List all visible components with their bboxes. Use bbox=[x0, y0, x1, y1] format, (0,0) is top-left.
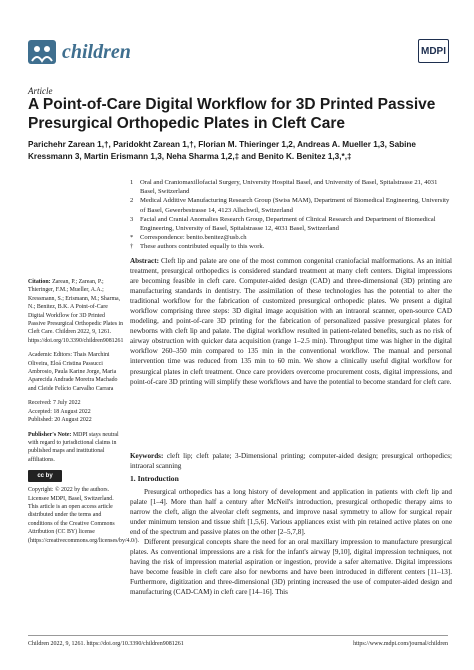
article-sidebar bbox=[28, 278, 139, 551]
affiliation-text: Facial and Cranial Anomalies Research Group, Department of Clinical Research and Department of Biomedical Engineering, University of Basel, Spitalstrasse 12, 4031 Basel, Switzerland bbox=[140, 215, 436, 233]
affiliation-number: † bbox=[130, 243, 134, 251]
correspondence-text[interactable]: Correspondence: benito.benitez@usb.ch bbox=[140, 234, 247, 242]
abstract-text: Cleft lip and palate are one of the most common congenital craniofacial malformations. As an initial treatment, presurgical orthopedics is considered standard treatment at many cleft centers. Digital impressions are becoming feasible in cleft care. Computer-aided design (CAD) and three-dimensional (3D) printing are manufacturing standards in dentistry. The assimilation of these technologies has the potential to alter the traditional workflow for the fabrication of customized presurgical orthopedic plates. We present a digital workflow comprising three steps: 3D digital image acquisition with an intraoral scanner, open-source CAD modeling, and point-of-care 3D printing for the fabrication of personalized passive presurgical plates for newborns with cleft lip and palate. The digital workflow resulted in patient-related benefits, such as no risk of airway obstruction with quicker data acquisition (range 1–2.5 min). Throughput time was higher in the digital workflow 260–350 min compared to 135 min in the conventional workflow. The manual and personal intervention time was reduced from 135 min to 60 min. We show a clinically useful digital workflow for presurgical plates in cleft treatment. Once care providers overcome procurement costs, digital impressions, and point-of-care 3D printing will simplify these workflows and have the potential to become standard for cleft care. bbox=[130, 257, 452, 386]
affiliation-item bbox=[130, 215, 452, 233]
abstract-label: Abstract: bbox=[130, 257, 159, 265]
affiliation-number: 3 bbox=[130, 215, 134, 223]
abstract bbox=[130, 256, 452, 387]
dates-block bbox=[28, 399, 124, 424]
accepted-date: Accepted: 18 August 2022 bbox=[28, 408, 91, 415]
citation-label: Citation: bbox=[28, 279, 51, 285]
keywords-label: Keywords: bbox=[130, 452, 164, 460]
affiliation-item bbox=[130, 242, 452, 251]
footer-divider bbox=[28, 635, 448, 636]
affiliation-item bbox=[130, 196, 452, 214]
author-list: Parichehr Zarean 1,†, Paridokht Zarean 1,†, Florian M. Thieringer 1,2, Andreas A. Mueller 1,3, Sabine Kressmann 3, Martin Erismann 1,3, Neha Sharma 1,2,‡ and Benito K. Benitez 1,3,*,‡ bbox=[28, 140, 416, 161]
affiliation-item bbox=[130, 178, 452, 196]
journal-name[interactable]: children bbox=[62, 41, 131, 63]
editors-text: Thais Marchini Oliveira, Eloá Cristina Passucci Ambrosio, Paula Karine Jorge, Maria Aparecida Andrade Moreira Machado and Cleide Felício Carvalho Carrara bbox=[28, 352, 118, 392]
editors-label: Academic Editors: bbox=[28, 352, 73, 359]
introduction-body bbox=[130, 487, 452, 598]
academic-editors-block bbox=[28, 351, 124, 393]
affiliation-number: 1 bbox=[130, 179, 134, 186]
publisher-note-label: Publisher's Note: bbox=[28, 431, 72, 438]
affiliation-text: Medical Additive Manufacturing Research Group (Swiss MAM), Department of Biomedical Engineering, University of Basel, Gewerbestrasse 14, 4123 Allschwil, Switzerland bbox=[140, 197, 450, 214]
journal-logo-icon bbox=[28, 40, 56, 64]
citation-block bbox=[28, 278, 124, 345]
paragraph: Presurgical orthopedics has a long history of development and application in patients with cleft lip and palate [1–4]. More than half a century after McNeil's introduction, presurgical orthopedic therapy aims to narrow the cleft, align the alveolar cleft segments, and improve nasal symmetry to allow for surgical repair under minimum tension and tissue shift [1,5,6]. Various appliances exist with pin retained active plates on one end of the spectrum and passive plates on the other [2–5,7,8]. bbox=[130, 488, 452, 537]
section-heading: 1. Introduction bbox=[130, 474, 179, 483]
affiliation-text: Oral and Craniomaxillofacial Surgery, University Hospital Basel, and University of Basel, Spitalstrasse 21, 4031 Basel, Switzerland bbox=[140, 179, 438, 196]
keywords bbox=[130, 451, 452, 471]
keywords-text: cleft lip; cleft palate; 3-Dimensional printing; computer-aided design; presurgical orthopedics; intraoral scanning bbox=[130, 452, 452, 471]
publisher-logo[interactable]: MDPI bbox=[418, 39, 449, 63]
affiliations bbox=[130, 178, 452, 252]
publisher-note-block bbox=[28, 431, 124, 465]
footer-citation[interactable]: Children 2022, 9, 1261. https://doi.org/10.3390/children9081261 bbox=[28, 641, 184, 647]
cc-by-license-icon[interactable]: cc by bbox=[28, 470, 62, 482]
article-type: Article bbox=[28, 86, 53, 96]
affiliation-number: 2 bbox=[130, 197, 134, 205]
affiliation-number: * bbox=[130, 234, 134, 242]
footer-journal-link[interactable]: https://www.mdpi.com/journal/children bbox=[353, 641, 448, 647]
equal-contribution-note: These authors contributed equally to this work. bbox=[140, 243, 265, 251]
citation-text[interactable]: Zarean, P.; Zarean, P.; Thieringer, F.M.; Mueller, A.A.; Kressmann, S.; Erismann, M.; Sharma, N.; Benitez, B.K. A Point-of-Care Digital Workflow for 3D Printed Passive Presurgical Orthopedic Plates in Cleft Care. Children 2022, 9, 1261. https://doi.org/10.3390/children9081261 bbox=[28, 279, 124, 344]
publisher-note-text: MDPI stays neutral with regard to jurisdictional claims in published maps and institutional affiliations. bbox=[28, 431, 119, 463]
affiliation-item bbox=[130, 233, 452, 242]
published-date: Published: 20 August 2022 bbox=[28, 417, 92, 424]
received-date: Received: 7 July 2022 bbox=[28, 400, 81, 407]
copyright-text: Copyright: © 2022 by the authors. Licensee MDPI, Basel, Switzerland. This article is an open access article distributed under the terms and conditions of the Creative Commons Attribution (CC BY) license (https://creativecommons.org/licenses/by/4.0/). bbox=[28, 487, 139, 544]
paragraph: Different presurgical concepts share the need for an oral maxillary impression to manufacture presurgical plates. As conventional impressions are a risk for the infant's airway [9,10], digital impression techniques, not having the risk of impression material aspiration or ingestion, provide a safer alternative. Digital impressions have become feasible in cleft care also for newborns and have been introduced in different centers [11–13]. Furthermore, digitization and three-dimensional (3D) printing increased the use of computer-aided design and manufacturing (CAD-CAM) in cleft care [14–16]. This bbox=[130, 538, 452, 597]
article-title: A Point-of-Care Digital Workflow for 3D Printed Passive Presurgical Orthopedic Plates in Cleft Care bbox=[28, 96, 436, 132]
copyright-block bbox=[28, 486, 139, 545]
